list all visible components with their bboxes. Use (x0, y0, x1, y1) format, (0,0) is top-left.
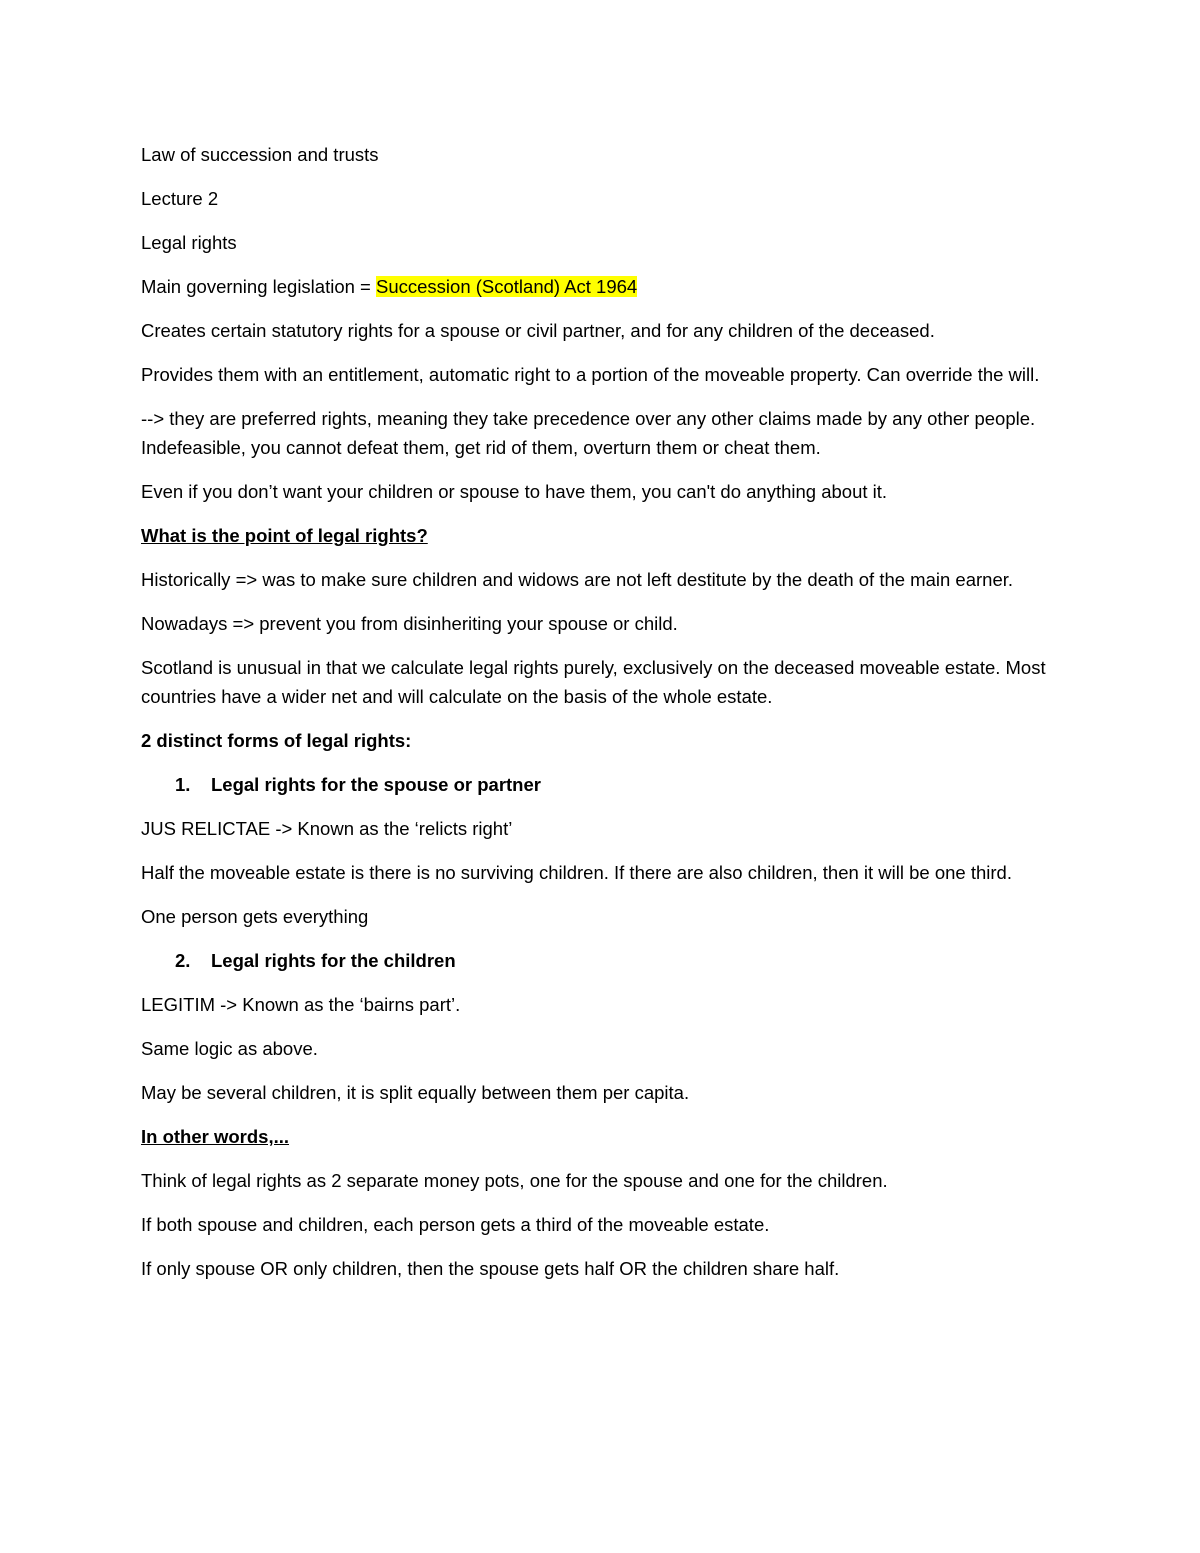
paragraph-both: If both spouse and children, each person gets a third of the moveable estate. (141, 1214, 770, 1235)
paragraph-legitim: LEGITIM -> Known as the ‘bairns part’. (141, 994, 461, 1015)
list-item-spouse (141, 770, 1061, 799)
document-page (141, 140, 1061, 1298)
list-number: 2. (175, 950, 191, 971)
paragraph-jus-relictae: JUS RELICTAE -> Known as the ‘relicts right’ (141, 818, 513, 839)
legislation-name-highlight: Succession (Scotland) Act 1964 (376, 276, 638, 297)
paragraph-half: Half the moveable estate is there is no surviving children. If there are also children, then it will be one third. (141, 862, 1012, 883)
paragraph-even-if: Even if you don’t want your children or spouse to have them, you can't do anything about it. (141, 481, 888, 502)
paragraph-several-children: May be several children, it is split equally between them per capita. (141, 1082, 690, 1103)
topic-label: Legal rights (141, 232, 237, 253)
paragraph-preferred: --> they are preferred rights, meaning they take precedence over any other claims made by any other people. Indefeasible, you cannot defeat them, get rid of them, overturn them or cheat them. (141, 408, 1036, 458)
paragraph-think: Think of legal rights as 2 separate money pots, one for the spouse and one for the children. (141, 1170, 888, 1191)
paragraph-same-logic: Same logic as above. (141, 1038, 318, 1059)
legislation-prefix: Main governing legislation = (141, 276, 376, 297)
paragraph-one-person: One person gets everything (141, 906, 369, 927)
paragraph-scotland: Scotland is unusual in that we calculate legal rights purely, exclusively on the deceased moveable estate. Most countries have a wider net and will calculate on the basis of the whole estate. (141, 657, 1046, 707)
list-number: 1. (175, 774, 191, 795)
paragraph-nowadays: Nowadays => prevent you from disinheriting your spouse or child. (141, 613, 678, 634)
list-item-label: Legal rights for the children (211, 950, 456, 971)
document-title: Law of succession and trusts (141, 144, 379, 165)
heading-in-other-words: In other words,... (141, 1126, 290, 1147)
paragraph-historically: Historically => was to make sure children and widows are not left destitute by the death of the main earner. (141, 569, 1014, 590)
paragraph-creates: Creates certain statutory rights for a spouse or civil partner, and for any children of the deceased. (141, 320, 935, 341)
list-item-children (141, 946, 1061, 975)
legislation-line (141, 272, 1061, 301)
paragraph-provides: Provides them with an entitlement, automatic right to a portion of the moveable property. Can override the will. (141, 364, 1040, 385)
list-item-label: Legal rights for the spouse or partner (211, 774, 541, 795)
paragraph-only: If only spouse OR only children, then the spouse gets half OR the children share half. (141, 1258, 840, 1279)
lecture-label: Lecture 2 (141, 188, 219, 209)
heading-point-of-legal-rights: What is the point of legal rights? (141, 525, 428, 546)
heading-distinct-forms: 2 distinct forms of legal rights: (141, 730, 412, 751)
